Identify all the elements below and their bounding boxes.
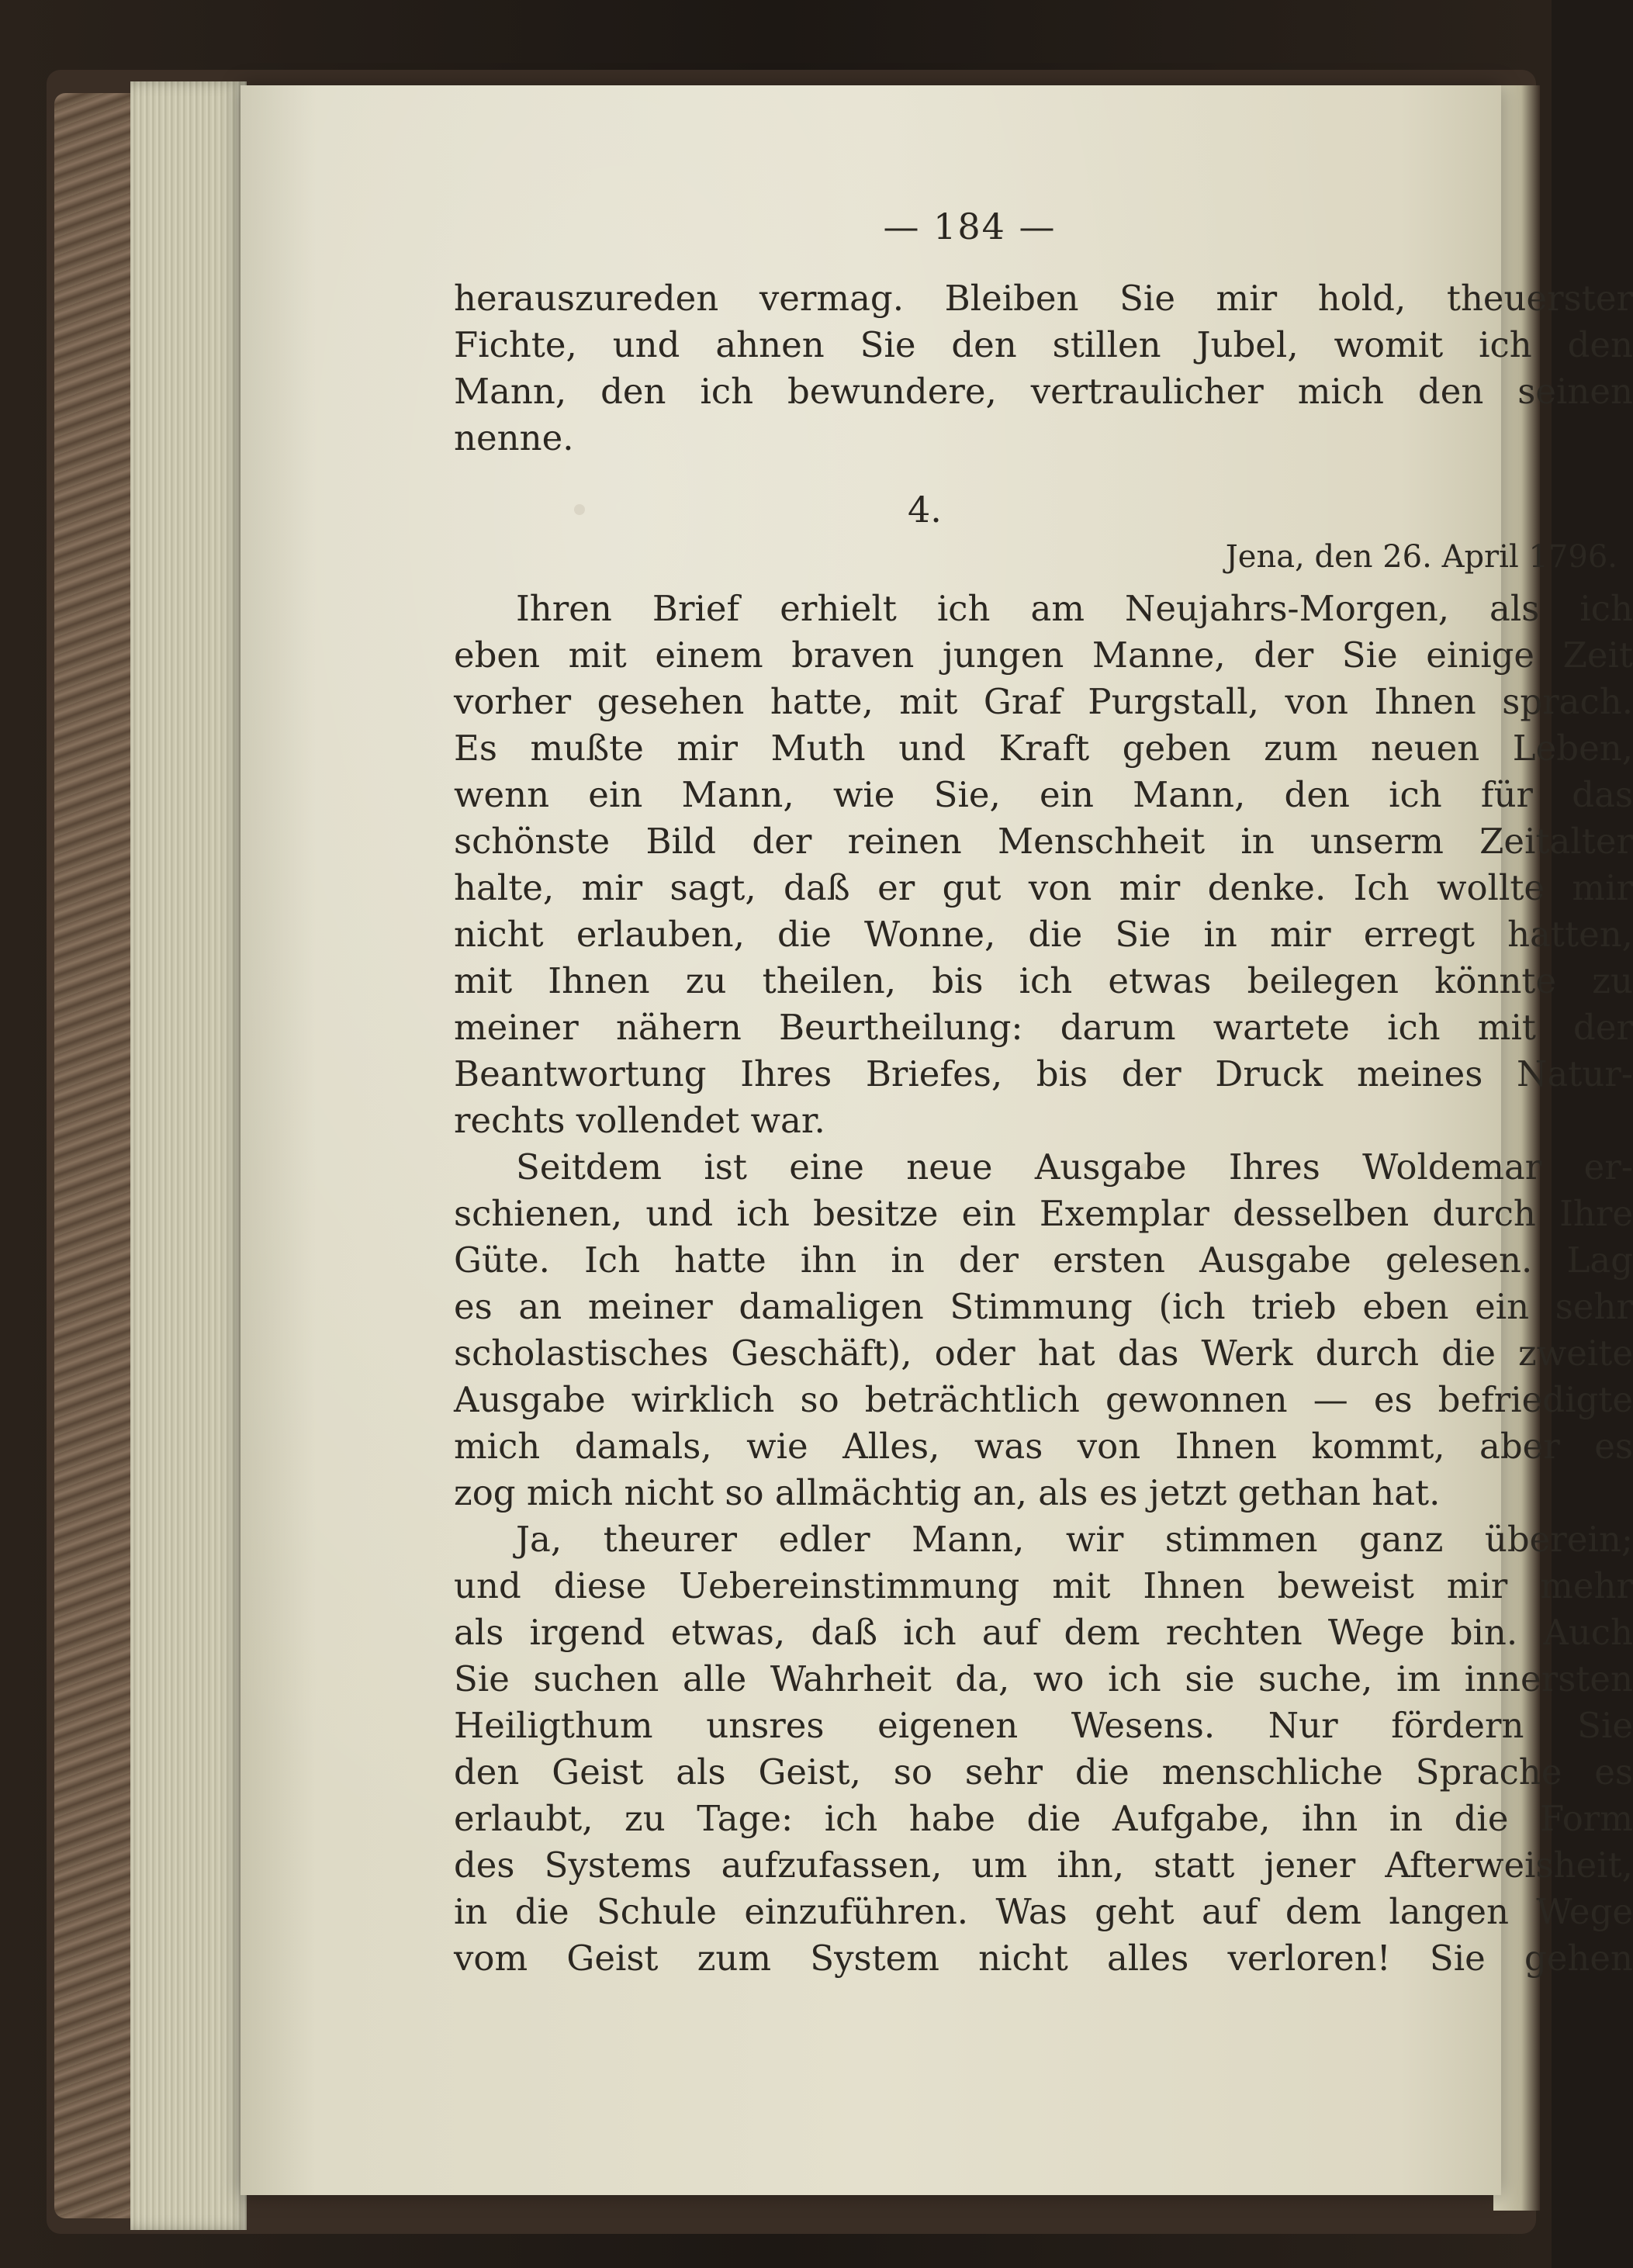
text-line: schönste Bild der reinen Menschheit in unserm Zeitalter — [454, 821, 1633, 862]
text-line: und diese Uebereinstimmung mit Ihnen beweist mir mehr — [454, 1565, 1633, 1606]
text-line: Es mußte mir Muth und Kraft geben zum neuen Leben, — [454, 728, 1633, 769]
text-line: scholastisches Geschäft), oder hat das Werk durch die zweite — [454, 1333, 1633, 1374]
text-line: den Geist als Geist, so sehr die menschliche Sprache es — [454, 1751, 1633, 1793]
text-line: nenne. — [454, 417, 574, 458]
text-line: Ihren Brief erhielt ich am Neujahrs-Morgen, als ich — [516, 588, 1633, 629]
text-line: erlaubt, zu Tage: ich habe die Aufgabe, ihn in die Form — [454, 1798, 1633, 1839]
text-line: Seitdem ist eine neue Ausgabe Ihres Woldemar er- — [516, 1146, 1633, 1188]
marbled-cover-edge — [54, 93, 140, 2218]
text-line: es an meiner damaligen Stimmung (ich trieb eben ein sehr — [454, 1286, 1633, 1327]
text-line: als irgend etwas, daß ich auf dem rechten Wege bin. Auch — [454, 1612, 1633, 1653]
text-line: meiner nähern Beurtheilung: darum wartete ich mit der — [454, 1007, 1633, 1048]
text-line: des Systems aufzufassen, um ihn, statt jener Afterweisheit, — [454, 1844, 1633, 1886]
text-line: herauszureden vermag. Bleiben Sie mir hold, theuerster — [454, 278, 1633, 319]
text-line: Ja, theurer edler Mann, wir stimmen ganz überein; — [516, 1519, 1633, 1560]
text-line: Güte. Ich hatte ihn in der ersten Ausgabe gelesen. Lag — [454, 1239, 1633, 1281]
book-page — [240, 85, 1633, 2195]
text-line: wenn ein Mann, wie Sie, ein Mann, den ich für das — [454, 774, 1633, 815]
text-line: Beantwortung Ihres Briefes, bis der Druck meines Natur- — [454, 1053, 1633, 1094]
section-number: 4. — [908, 489, 942, 531]
paper-spot — [574, 504, 585, 515]
text-line: schienen, und ich besitze ein Exemplar desselben durch Ihre — [454, 1193, 1633, 1234]
text-line: Fichte, und ahnen Sie den stillen Jubel, womit ich den — [454, 324, 1633, 365]
text-line: mit Ihnen zu theilen, bis ich etwas beilegen könnte zu — [454, 960, 1633, 1001]
text-line: vorher gesehen hatte, mit Graf Purgstall, von Ihnen sprach. — [454, 681, 1633, 722]
page-stack-edge — [130, 81, 247, 2230]
dateline: Jena, den 26. April 1796. — [1225, 539, 1617, 575]
text-line: halte, mir sagt, daß er gut von mir denke. Ich wollte mir — [454, 867, 1633, 908]
text-line: Sie suchen alle Wahrheit da, wo ich sie suche, im innersten — [454, 1658, 1633, 1699]
page-number: — 184 — — [883, 206, 1057, 247]
text-line: eben mit einem braven jungen Manne, der Sie einige Zeit — [454, 634, 1633, 676]
text-line: Ausgabe wirklich so beträchtlich gewonnen — es befriedigte — [454, 1379, 1633, 1420]
text-line: vom Geist zum System nicht alles verloren! Sie gehen — [454, 1938, 1633, 1979]
text-line: Mann, den ich bewundere, vertraulicher mich den seinen — [454, 371, 1633, 412]
text-line: rechts vollendet war. — [454, 1100, 825, 1141]
text-line: Heiligthum unsres eigenen Wesens. Nur fördern Sie — [454, 1705, 1633, 1746]
text-line: nicht erlauben, die Wonne, die Sie in mir erregt hatten, — [454, 914, 1633, 955]
text-line: zog mich nicht so allmächtig an, als es jetzt gethan hat. — [454, 1472, 1441, 1513]
text-line: in die Schule einzuführen. Was geht auf dem langen Wege — [454, 1891, 1633, 1932]
text-line: mich damals, wie Alles, was von Ihnen kommt, aber es — [454, 1426, 1633, 1467]
